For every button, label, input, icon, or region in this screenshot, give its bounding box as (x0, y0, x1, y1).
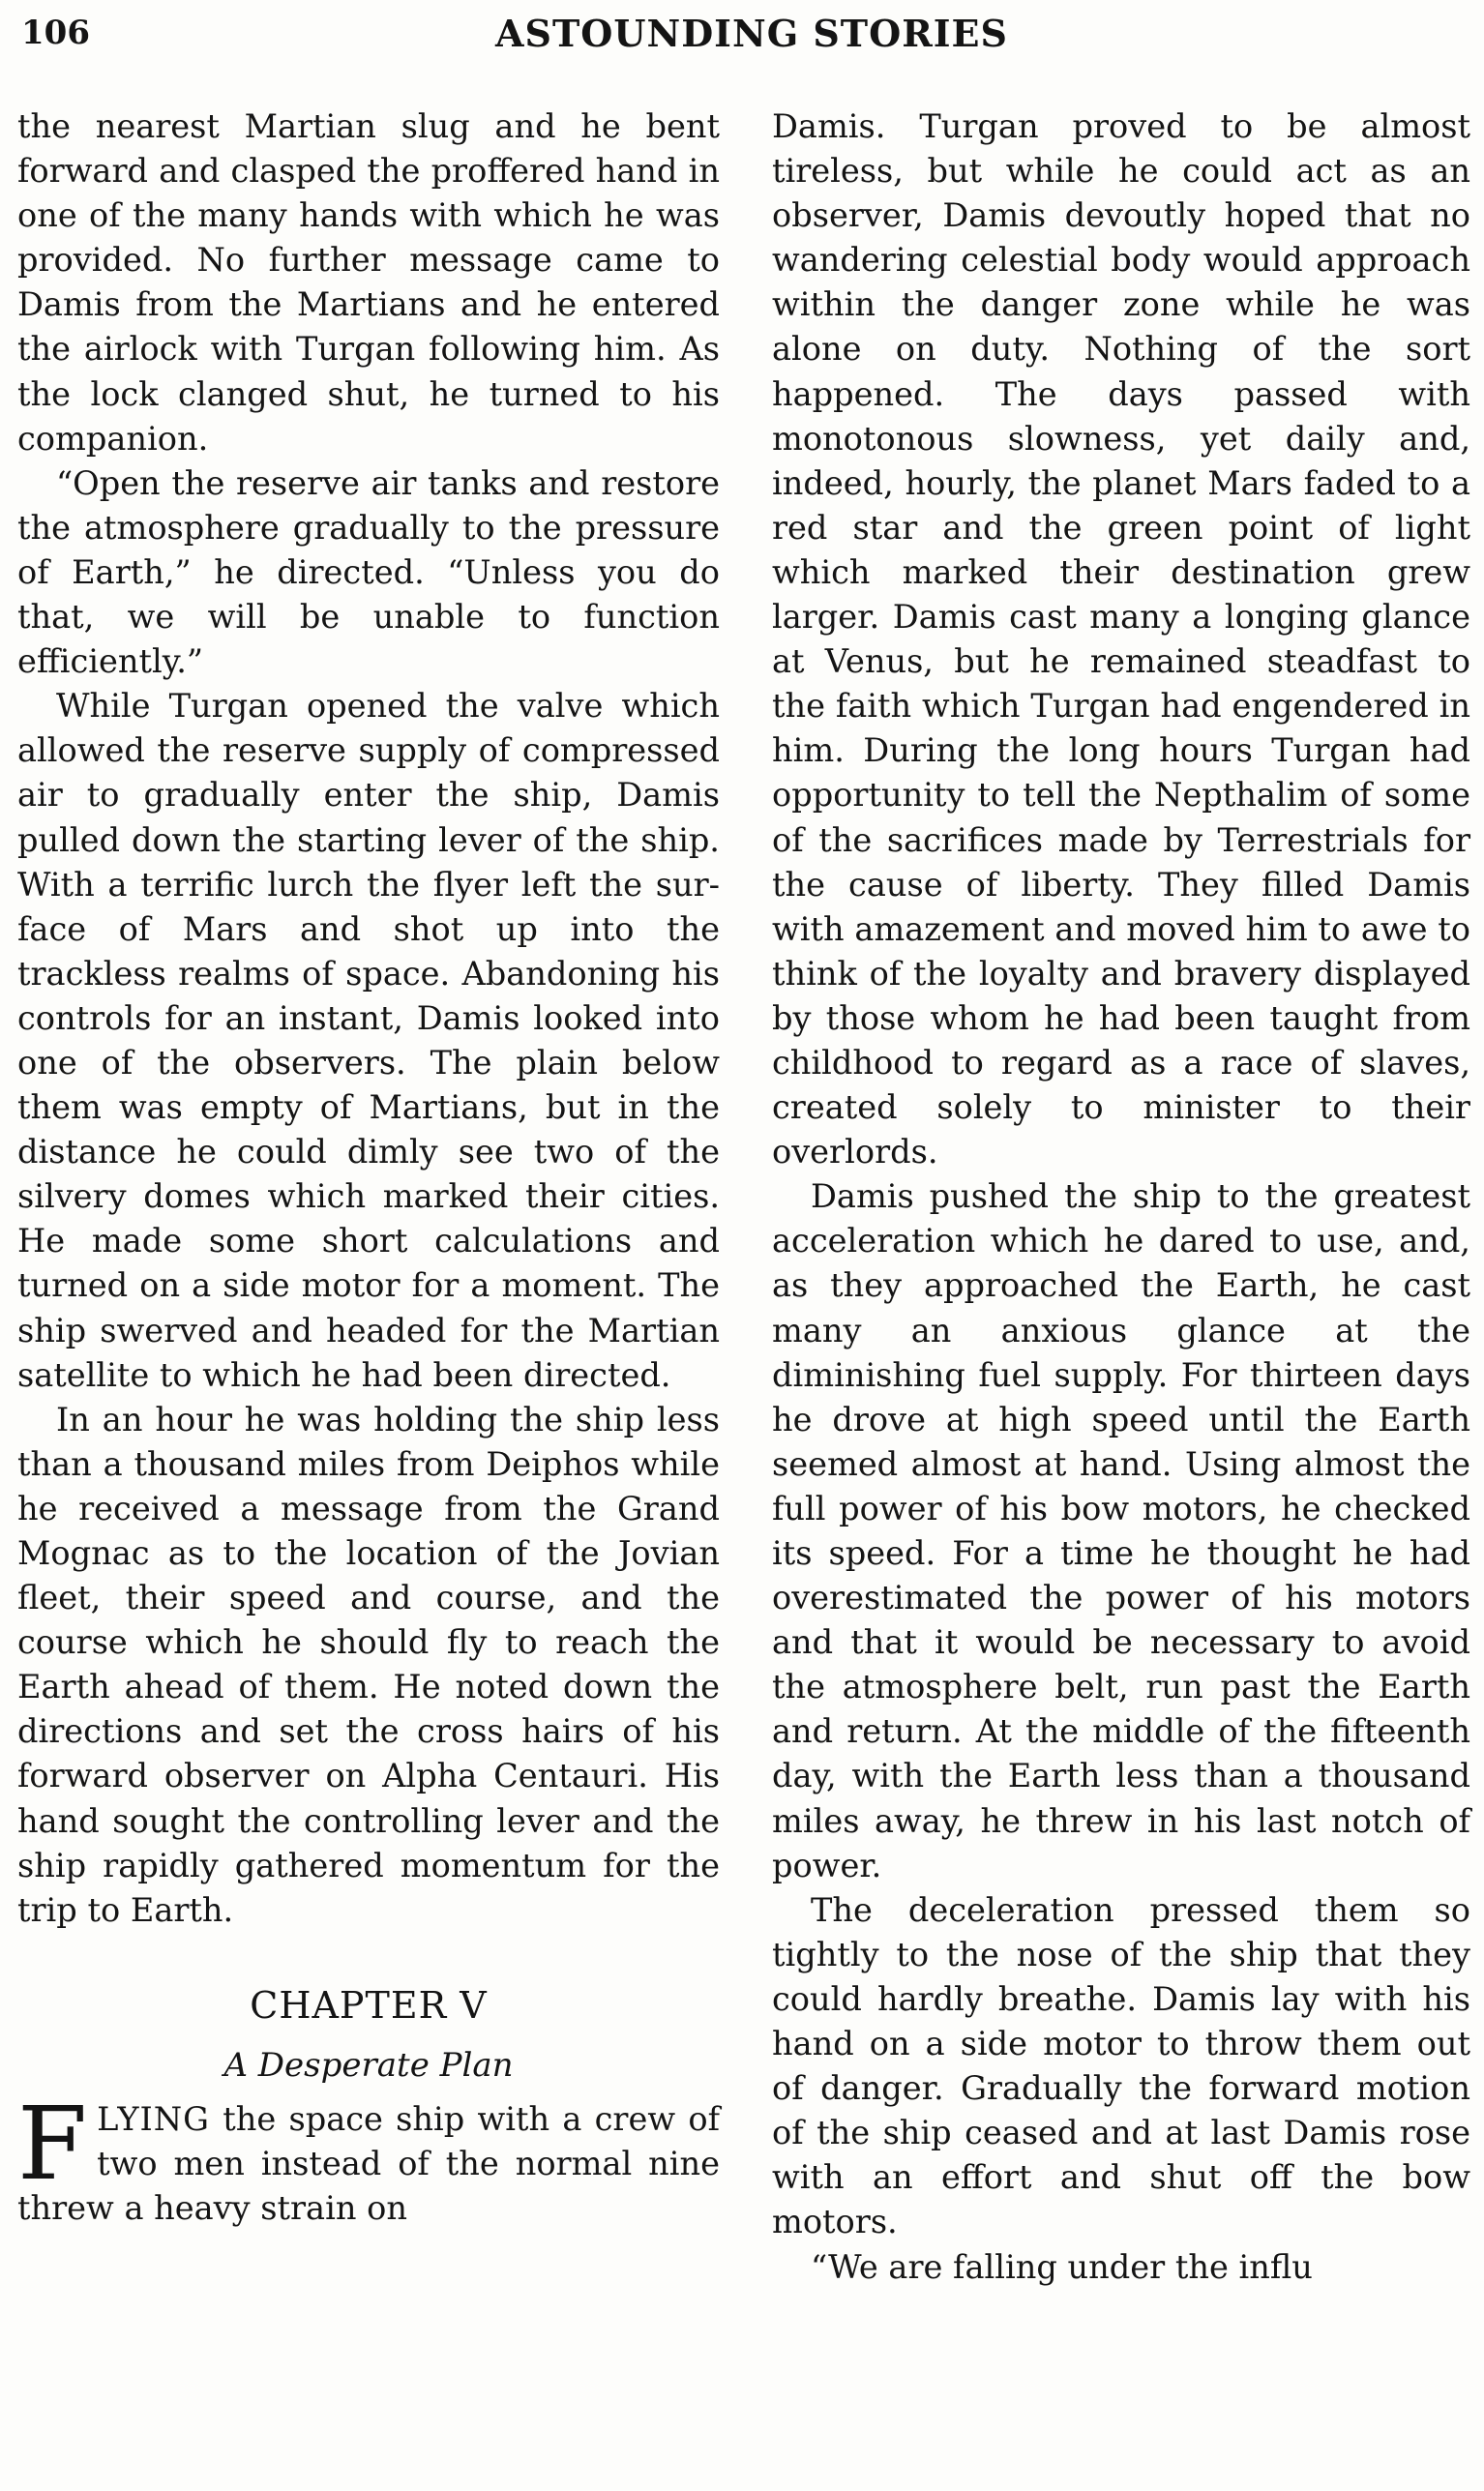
lead-word: LYING (97, 2099, 210, 2138)
page-number: 106 (21, 14, 90, 52)
paragraph-text: the space ship with a crew of two men instead of the normal nine threw a heavy strain on (17, 2099, 720, 2228)
paragraph: Damis. Turgan proved to be almost tireless, but while he could act as an observer, Damis devoutly hoped that no wandering celestial body would approach within the danger zone while he was alone on duty. Nothing of the sort happened. The days passed with monotonous slowness, yet daily and, indeed, hourly, the planet Mars faded to a red star and the green point of light which marked their destination grew larger. Damis cast many a longing glance at Venus, but he remained steadfast to the faith which Turgan had engendered in him. During the long hours Turgan had opportunity to tell the Nepthalim of some of the sacrifices made by Terrestrials for the cause of liberty. They filled Damis with amazement and moved him to awe to think of the loyalty and bravery displayed by those whom he had been taught from childhood to regard as a race of slaves, created solely to minister to their overlords. (772, 107, 1470, 1171)
paragraph: Damis pushed the ship to the greatest acceleration which he dared to use, and, as they approached the Earth, he cast many an anxious glance at the diminishing fuel supply. For thirteen days he drove at high speed until the Earth seemed almost at hand. Using almost the full power of his bow motors, he checked its speed. For a time he thought he had overestimated the power of his motors and that it would be necessary to avoid the atmosphere belt, run past the Earth and return. At the middle of the fifteenth day, with the Earth less than a thousand miles away, he threw in his last notch of power. (772, 1177, 1470, 1884)
chapter-opening-paragraph (17, 2084, 720, 2231)
chapter-subtitle: A Desperate Plan (223, 2045, 514, 2085)
paragraph: While Turgan opened the valve which allowed the reserve supply of compressed air to gradually enter the ship, Damis pulled down the starting lever of the ship. With a terrific lurch the flyer left the surface of Mars and shot up into the trackless realms of space. Abandoning his controls for an instant, Damis looked into one of the observers. The plain below them was empty of Martians, but in the distance he could dimly see two of the silvery domes which marked their cities. He made some short calculations and turned on a side motor for a moment. The ship swerved and headed for the Martian satellite to which he had been directed. (17, 687, 720, 1394)
paragraph: the nearest Martian slug and he bent forward and clasped the proffered hand in one of the many hands with which he was provided. No further message came to Damis from the Martians and he entered the airlock with Turgan following him. As the lock clanged shut, he turned to his companion. (17, 107, 720, 458)
paragraph: The deceleration pressed them so tightly to the nose of the ship that they could hardly breathe. Damis lay with his hand on a side motor to throw them out of danger. Gradually the forward motion of the ship ceased and at last Damis rose with an effort and shut off the bow motors. (772, 1890, 1470, 2241)
right-column (772, 104, 1470, 2290)
paragraph: In an hour he was holding the ship less than a thousand miles from Deiphos while he received a message from the Grand Mognac as to the location of the Jovian fleet, their speed and course, and the course which he should fly to reach the Earth ahead of them. He noted down the directions and set the cross hairs of his forward observer on Alpha Centauri. His hand sought the controlling lever and the ship rapidly gathered momentum for the trip to Earth. (17, 1400, 720, 1929)
running-title: ASTOUNDING STORIES (495, 12, 1008, 55)
left-column (17, 104, 720, 2231)
paragraph: “We are falling under the influ (811, 2247, 1313, 2286)
paragraph: “Open the reserve air tanks and restore the atmosphere gradually to the pressure of Earth,” he directed. “Unless you do that, we will be unable to function efficiently.” (17, 463, 720, 681)
chapter-heading: CHAPTER V (250, 1983, 488, 2027)
page-header (0, 0, 1484, 70)
drop-cap: F (17, 2084, 88, 2203)
